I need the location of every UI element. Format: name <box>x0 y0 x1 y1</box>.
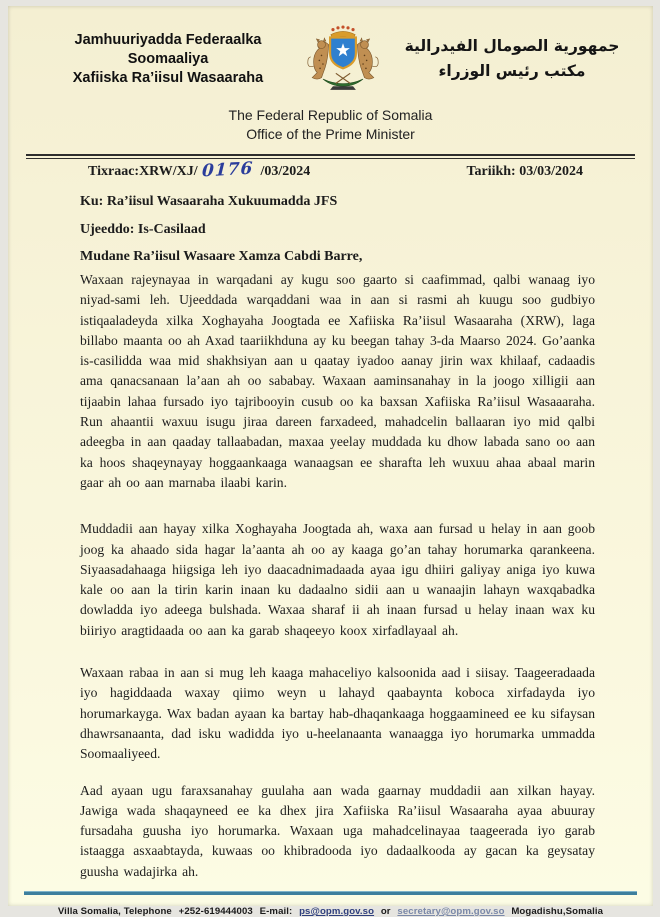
arabic-title-line1: جمهورية الصومال الفيدرالية <box>404 37 620 55</box>
reference-prefix: Tixraac:XRW/XJ/ <box>88 164 198 179</box>
somalia-coat-of-arms <box>300 22 386 96</box>
to-line: Ku: Ra’iisul Wasaaraha Xukuumadda JFS <box>80 194 338 209</box>
arabic-title-block <box>397 34 627 84</box>
letter-body <box>8 194 653 882</box>
salutation: Mudane Ra’iisul Wasaare Xamza Cabdi Barre, <box>80 249 363 264</box>
coat-of-arms-icon <box>300 22 386 96</box>
footer-divider <box>24 891 637 895</box>
paragraph-2: Muddadii aan hayay xilka Xoghayaha Joogtada ah, waxa aan fursad u helay in aan goob joog ka ahaado sida hagar la’aanta ah oo ay kaaga go’an tahay horumarka qarankeena. Siyaasadahaaga hiigsiga leh iyo daacadnimadaada ayaa igu dhiiri galiyay aniga iyo kuwa kale oo aan la tirin karin inaan ku dadaalno sidii aan u wanaajin lahayn waxqabadka dowladda iyo adeega bulshada. Waxaa sharaf ii ah inaan fursad u helay inaan wax ku biiriyo aragtidaada oo aan ka garab shaqeeyo koox xirfadlayaal ah. <box>80 521 595 638</box>
letterhead <box>8 6 653 96</box>
paragraph-3: Waxaan rabaa in aan si mug leh kaaga mahaceliyo kalsoonida aad i siisay. Taageeradaada iyo hagiddaada waxay qiimo weyn u lahayd qaabaynta koboca xirfadayda iyo horumarkayga. Wax badan ayaan ka bartay hab-dhaqankaaga hoggaamineed ee ku sifaysan dhawrsanaanta, dad isku wadidda iyo u-heelanaanta wanaagga iyo horumarka ummadda Soomaaliyeed. <box>80 665 595 762</box>
footer-email-separator: or <box>380 906 391 917</box>
footer-email-secondary-link[interactable]: secretary@opm.gov.so <box>397 906 505 917</box>
somali-title-line1: Jamhuuriyadda Federaalka Soomaaliya <box>74 31 262 67</box>
footer-email-primary-link[interactable]: ps@opm.gov.so <box>299 906 375 917</box>
footer-location: Villa Somalia, Telephone <box>57 906 172 917</box>
date-value: 03/03/2024 <box>519 164 583 179</box>
footer-city: Mogadishu,Somalia <box>511 906 604 917</box>
date-field <box>466 164 583 180</box>
somali-title-block <box>48 31 288 88</box>
reference-handwritten-number: 0176 <box>201 158 254 182</box>
english-title-line1: The Federal Republic of Somalia <box>228 107 433 123</box>
reference-row <box>8 159 653 180</box>
english-title-block <box>8 106 653 143</box>
subject-line: Ujeeddo: Is-Casilaad <box>80 222 206 237</box>
english-title-line2: Office of the Prime Minister <box>246 125 415 142</box>
footer-email-label: E-mail: <box>259 906 293 917</box>
paragraph-1: Waxaan rajeynayaa in warqadani ay kugu soo gaarto si caafimmad, qalbi wanaag iyo niyad-sami leh. Ujeeddada warqaddani waa in aan si rasmi ah kuugu soo gudbiyo istiqaaladeyda xilka Xoghayaha Joogtada ee Xafiiska Ra’iisul Wasaaraha (XRW), laga billabo maanta oo ah Axad taariikhduna ay ku beegan tahay 3-da Maarso 2024. Go’aanka is-casilidda waa mid shakhsiyan aan u qaatay iyadoo aanay jirin wax khilaaf, cadaadis ama qanacsanaan la’aan ah oo sababay. Waxaan aaminsanahay in la joogo xilligii aan tijaabin lahaa fursado iyo tajribooyin cusub oo ka baxsan Xafiiska Ra’iisul Wasaaaraha. Run ahaantii waxuu isugu jiraa dareen farxadeed, mahadcelin ballaaran iyo mid qalbi adeegba in aan qaaday tallaabadan, maxaa yeelay muddada ku dhow labada sano oo aan ka hoos shaqeynayay hoggaankaaga wanaagsan ee sharafta leh wuxuu ahaa abaal marin gaar ah oo aan marnaba ilaabi karin. <box>80 272 595 490</box>
date-label: Tariikh: <box>466 164 516 179</box>
footer-phone: +252-619444003 <box>178 906 253 917</box>
paragraph-4: Aad ayaan ugu faraxsanahay guulaha aan wada gaarnay muddadii aan xilkan hayay. Jawiga wada shaqayneed ee ka dhex jira Xafiiska Ra’iisul Wasaaraha ayaa abuuray fursadaha guusha iyo horumarka. Waxaan uga mahadcelinayaa taageerada iyo garab istaagga asxaabtayda, kuwaas oo khibradooda iyo dadaalkooda ay gacan ka geysatay guusha wadajirka ah. <box>80 782 595 879</box>
footer-contact-line <box>8 906 653 917</box>
arabic-title-line2: مكتب رئيس الوزراء <box>438 62 586 80</box>
reference-suffix: /03/2024 <box>260 164 311 179</box>
letter-page <box>8 6 653 917</box>
somali-title-line2: Xafiiska Ra’iisul Wasaaraha <box>72 69 264 86</box>
reference-number <box>88 158 311 182</box>
